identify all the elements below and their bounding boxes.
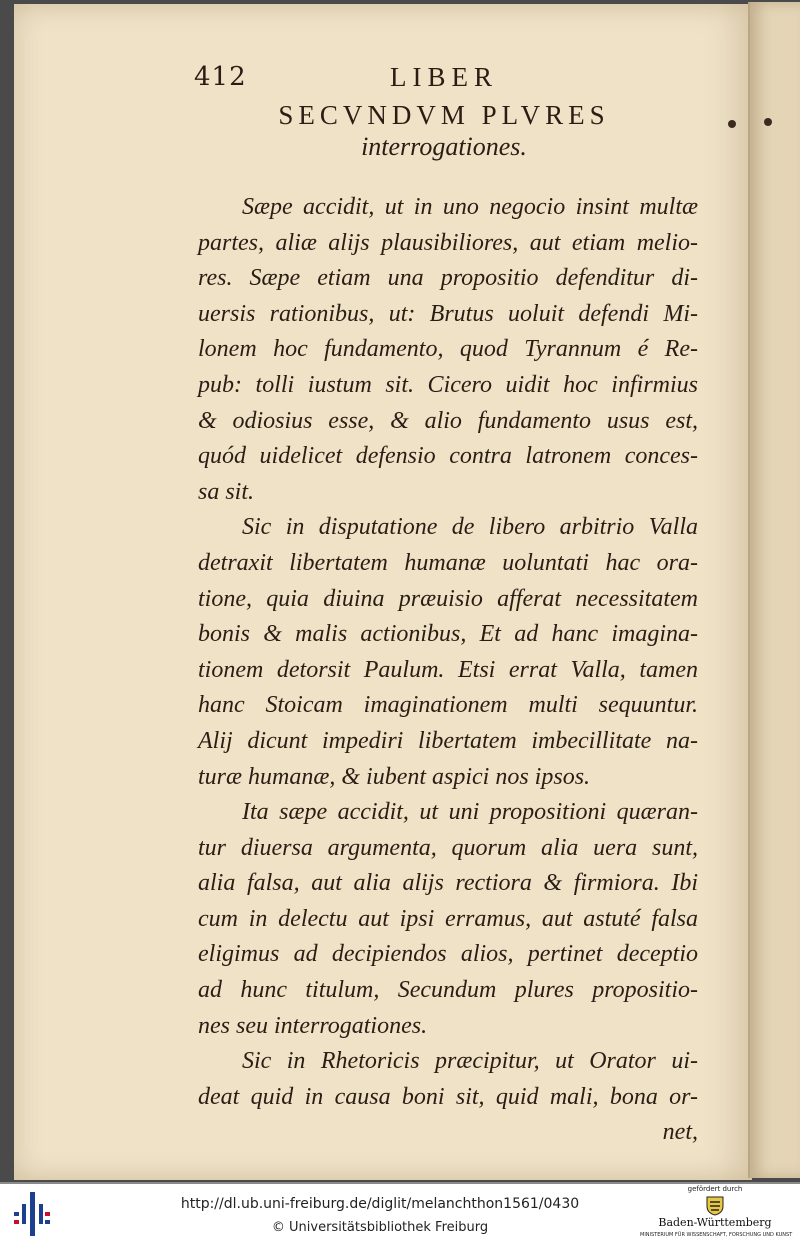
text-line: res. Sæpe etiam una propositio defenditur di- — [198, 265, 698, 292]
text-line: partes, aliæ alijs plausibiliores, aut etiam melio- — [198, 229, 698, 256]
text-line: hanc Stoicam imaginationem multi sequuntur. — [198, 692, 698, 719]
book-page — [14, 4, 752, 1180]
text-line: deat quid in causa boni sit, quid mali, bona or- — [198, 1083, 698, 1110]
coat-of-arms-icon — [703, 1194, 727, 1216]
text-line: Sæpe accidit, ut in uno negocio insint multæ — [242, 194, 698, 220]
ink-spot — [728, 120, 736, 128]
body-text — [198, 190, 698, 1151]
sponsor-name: Baden-Württemberg — [658, 1216, 772, 1229]
text-line: tionem detorsit Paulum. Etsi errat Valla, tamen — [198, 656, 698, 683]
university-library-logo — [14, 1192, 50, 1236]
viewer-footer — [0, 1182, 800, 1242]
text-line: Sic in disputatione de libero arbitrio Valla — [242, 514, 698, 541]
copyright-notice: © Universitätsbibliothek Freiburg — [271, 1220, 489, 1235]
permalink-url[interactable]: http://dl.ub.uni-freiburg.de/diglit/melanchthon1561/0430 — [180, 1196, 580, 1212]
catchword: net, — [662, 1119, 698, 1146]
page-number: 412 — [194, 62, 247, 92]
text-line: detraxit libertatem humanæ uoluntati hac ora- — [198, 549, 698, 576]
text-line: Ita sæpe accidit, ut uni propositioni quæran- — [242, 799, 698, 826]
text-line: tione, quia diuina præuisio afferat necessitatem — [198, 585, 698, 612]
text-line: uersis rationibus, ut: Brutus uoluit defendi Mi- — [198, 300, 698, 327]
section-title: SECVNDVM PLVRES — [278, 100, 610, 130]
section-subtitle: interrogationes. — [361, 132, 527, 161]
text-line: Alij dicunt impediri libertatem imbecillitate na- — [198, 727, 698, 754]
running-head: LIBER — [390, 62, 498, 92]
sponsor-label: gefördert durch — [687, 1185, 743, 1193]
text-line: lonem hoc fundamento, quod Tyrannum é Re- — [198, 336, 698, 363]
text-line: nes seu interrogationes. — [198, 1012, 428, 1039]
facing-page-edge — [748, 2, 800, 1178]
text-line: bonis & malis actionibus, Et ad hanc imagina- — [198, 621, 698, 648]
text-line: ad hunc titulum, Secundum plures propositio- — [198, 977, 698, 1004]
text-line: Sic in Rhetoricis præcipitur, ut Orator ui- — [242, 1048, 698, 1075]
text-line: turæ humanæ, & iubent aspici nos ipsos. — [198, 763, 591, 790]
text-line: eligimus ad decipiendos alios, pertinet deceptio — [198, 941, 698, 968]
text-line: tur diuersa argumenta, quorum alia uera sunt, — [198, 834, 698, 861]
text-line: pub: tolli iustum sit. Cicero uidit hoc infirmius — [198, 371, 698, 398]
text-line: sa sit. — [198, 478, 255, 505]
sponsor-subtitle: MINISTERIUM FÜR WISSENSCHAFT, FORSCHUNG UND KUNST — [640, 1232, 793, 1238]
page-header — [194, 62, 624, 90]
text-line: quód uidelicet defensio contra latronem conces- — [198, 443, 698, 470]
ink-spot — [764, 118, 772, 126]
text-line: alia falsa, aut alia alijs rectiora & firmiora. Ibi — [198, 870, 698, 897]
text-line: & odiosius esse, & alio fundamento usus est, — [198, 407, 698, 434]
text-line: cum in delectu aut ipsi erramus, aut astuté falsa — [198, 905, 698, 932]
